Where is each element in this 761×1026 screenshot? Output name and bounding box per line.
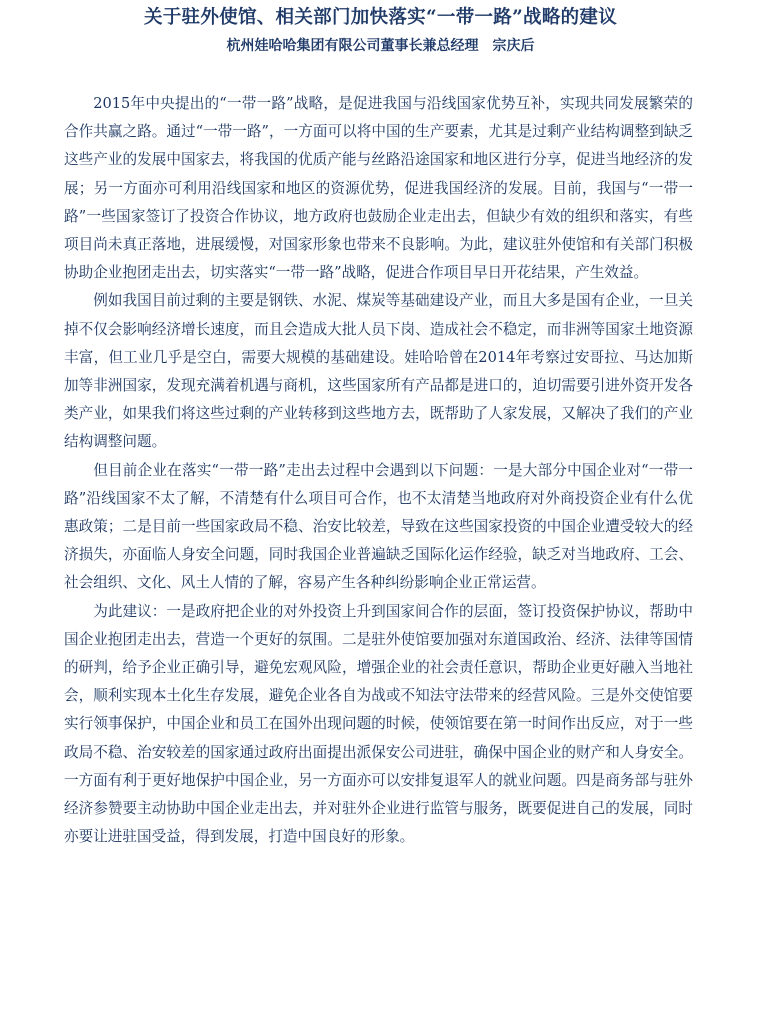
paragraph-3: 但目前企业在落实“一带一路”走出去过程中会遇到以下问题：一是大部分中国企业对“一带一路”沿线国家不太了解，不清楚有什么项目可合作，也不太清楚当地政府对外商投资企业有什么优惠政策；二是目前一些国家政局不稳、治安比较差，导致在这些国家投资的中国企业遭受较大的经济损失，亦面临人身安全问题，同时我国企业普遍缺乏国际化运作经验，缺乏对当地政府、工会、社会组织、文化、风土人情的了解，容易产生各种纠纷影响企业正常运营。 (64, 461, 693, 592)
document-body (64, 90, 693, 851)
paragraph-1: 2015年中央提出的“一带一路”战略，是促进我国与沿线国家优势互补，实现共同发展繁荣的合作共赢之路。通过“一带一路”，一方面可以将中国的生产要素，尤其是过剩产业结构调整到缺乏这些产业的发展中国家去，将我国的优质产能与丝路沿途国家和地区进行分享，促进当地经济的发展；另一方面亦可利用沿线国家和地区的资源优势，促进我国经济的发展。目前，我国与“一带一路”一些国家签订了投资合作协议，地方政府也鼓励企业走出去，但缺少有效的组织和落实，有些项目尚未真正落地，进展缓慢，对国家形象也带来不良影响。为此，建议驻外使馆和有关部门积极协助企业抱团走出去，切实落实“一带一路”战略，促进合作项目早日开花结果，产生效益。 (64, 95, 693, 282)
paragraph-2: 例如我国目前过剩的主要是钢铁、水泥、煤炭等基础建设产业，而且大多是国有企业，一旦关掉不仅会影响经济增长速度，而且会造成大批人员下岗、造成社会不稳定，而非洲等国家土地资源丰富，但工业几乎是空白，需要大规模的基础建设。娃哈哈曾在2014年考察过安哥拉、马达加斯加等非洲国家，发现充满着机遇与商机，这些国家所有产品都是进口的，迫切需要引进外资开发各类产业，如果我们将这些过剩的产业转移到这些地方去，既帮助了人家发展，又解决了我们的产业结构调整问题。 (64, 292, 693, 451)
document-title: 关于驻外使馆、相关部门加快落实“一带一路”战略的建议 (143, 7, 618, 28)
paragraph-4: 为此建议：一是政府把企业的对外投资上升到国家间合作的层面，签订投资保护协议，帮助中国企业抱团走出去，营造一个更好的氛围。二是驻外使馆要加强对东道国政治、经济、法律等国情的研判，给予企业正确引导，避免宏观风险，增强企业的社会责任意识，帮助企业更好融入当地社会，顺利实现本土化生存发展，避免企业各自为战或不知法守法带来的经营风险。三是外交使馆要实行领事保护，中国企业和员工在国外出现问题的时候，使领馆要在第一时间作出反应，对于一些政局不稳、治安较差的国家通过政府出面提出派保安公司进驻，确保中国企业的财产和人身安全。一方面有利于更好地保护中国企业，另一方面亦可以安排复退军人的就业问题。四是商务部与驻外经济参赞要主动协助中国企业走出去，并对驻外企业进行监管与服务，既要促进自己的发展，同时亦要让进驻国受益，得到发展，打造中国良好的形象。 (64, 602, 693, 846)
document-author-line: 杭州娃哈哈集团有限公司董事长兼总经理 宗庆后 (226, 38, 535, 54)
